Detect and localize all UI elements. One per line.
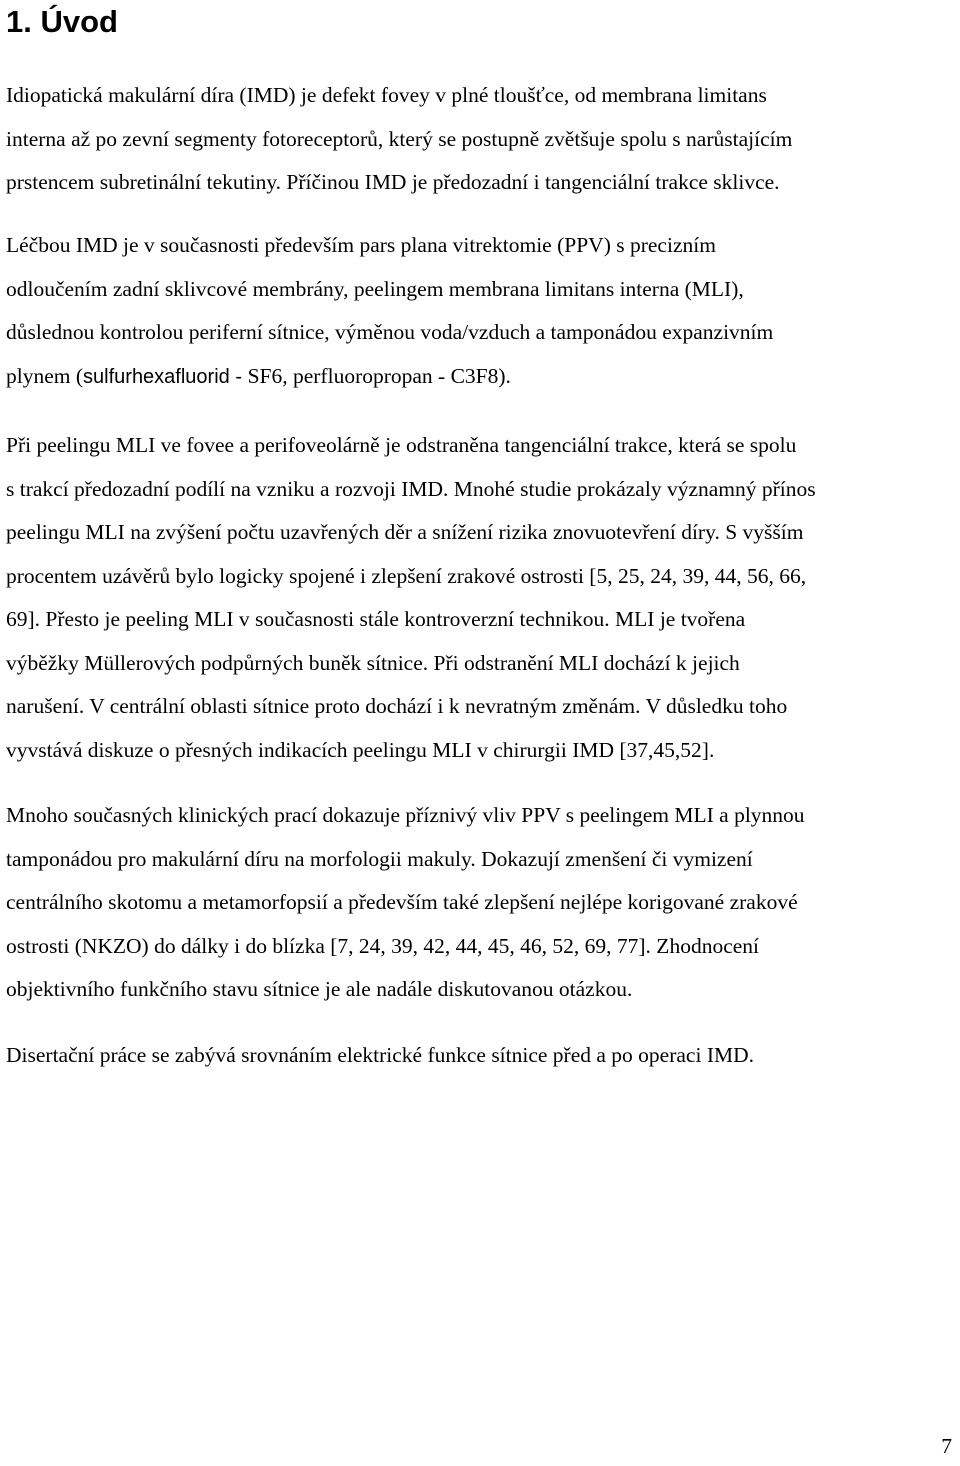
paragraph-line: Při peelingu MLI ve fovee a perifoveolárně je odstraněna tangenciální trakce, která se spolu bbox=[6, 433, 797, 457]
text-run: SF6, perfluoropropan - C3F8). bbox=[247, 363, 511, 388]
paragraph-line: Idiopatická makulární díra (IMD) je defekt fovey v plné tloušťce, od membrana limitans bbox=[6, 83, 767, 107]
paragraph-line: vyvstává diskuze o přesných indikacích peelingu MLI v chirurgii IMD [37,45,52]. bbox=[6, 737, 715, 762]
section-heading: 1. Úvod bbox=[6, 4, 118, 39]
paragraph-line: Léčbou IMD je v současnosti především pars plana vitrektomie (PPV) s precizním bbox=[6, 233, 716, 257]
paragraph-5 bbox=[6, 1034, 954, 1078]
paragraph-line: Mnoho současných klinických prací dokazuje příznivý vliv PPV s peelingem MLI a plynnou bbox=[6, 803, 805, 827]
paragraph-line: objektivního funkčního stavu sítnice je ale nadále diskutovanou otázkou. bbox=[6, 977, 633, 1001]
paragraph-line: interna až po zevní segmenty fotoreceptorů, který se postupně zvětšuje spolu s narůstajícím bbox=[6, 126, 793, 151]
paragraph-4 bbox=[6, 794, 954, 1012]
paragraph-2 bbox=[6, 224, 954, 399]
paragraph-line: výběžky Müllerových podpůrných buněk sítnice. Při odstranění MLI dochází k jejich bbox=[6, 650, 740, 675]
paragraph-line: narušení. V centrální oblasti sítnice proto dochází i k nevratným změnám. V důsledku toho bbox=[6, 694, 788, 718]
paragraph-line: centrálního skotomu a metamorfopsií a především také zlepšení nejlépe korigované zrakové bbox=[6, 890, 798, 914]
paragraph-line: s trakcí předozadní podílí na vzniku a rozvoji IMD. Mnohé studie prokázaly významný přínos bbox=[6, 476, 816, 501]
paragraph-line: prstencem subretinální tekutiny. Příčinou IMD je předozadní i tangenciální trakce sklivce. bbox=[6, 170, 780, 194]
paragraph-line: důslednou kontrolou periferní sítnice, výměnou voda/vzduch a tamponádou expanzivním bbox=[6, 320, 774, 344]
paragraph-line: ostrosti (NKZO) do dálky i do blízka [7, 24, 39, 42, 44, 45, 46, 52, 69, 77]. Zhodnocení bbox=[6, 933, 760, 958]
paragraph-line-mixed bbox=[6, 355, 954, 400]
text-run-sans: sulfurhexafluorid - bbox=[83, 365, 248, 388]
text-run: plynem ( bbox=[6, 363, 84, 388]
paragraph-3 bbox=[6, 424, 954, 772]
paragraph-line: odloučením zadní sklivcové membrány, peelingem membrana limitans interna (MLI), bbox=[6, 276, 744, 301]
paragraph-1 bbox=[6, 74, 954, 205]
paragraph-line: tamponádou pro makulární díru na morfologii makuly. Dokazují zmenšení či vymizení bbox=[6, 846, 753, 871]
paragraph-line: 69]. Přesto je peeling MLI v současnosti stále kontroverzní technikou. MLI je tvořena bbox=[6, 607, 746, 631]
paragraph-line: peelingu MLI na zvýšení počtu uzavřených děr a snížení rizika znovuotevření díry. S vyšším bbox=[6, 520, 804, 544]
paragraph-line: procentem uzávěrů bylo logicky spojené i zlepšení zrakové ostrosti [5, 25, 24, 39, 44, 56, 66, bbox=[6, 563, 807, 588]
page-number: 7 bbox=[941, 1434, 952, 1458]
paragraph-line: Disertační práce se zabývá srovnáním elektrické funkce sítnice před a po operaci IMD. bbox=[6, 1043, 754, 1067]
